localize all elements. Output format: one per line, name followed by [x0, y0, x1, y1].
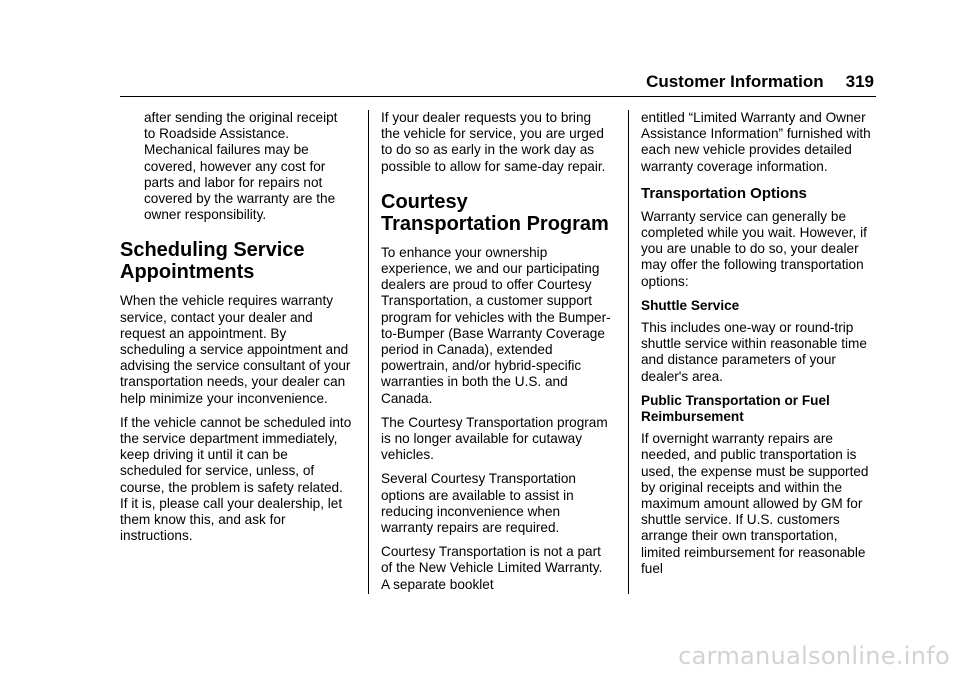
continued-paragraph: after sending the original receipt to Roadside Assistance. Mechanical failures may be covered, however any cost for parts and labor for repairs not covered by the warranty are the owner responsibility. [144, 110, 338, 223]
header-rule [120, 96, 876, 97]
subsection-heading: Transportation Options [641, 184, 807, 202]
column-2 [381, 110, 613, 601]
option-title: Shuttle Service [641, 297, 740, 313]
column-3 [641, 110, 873, 585]
section-heading: Courtesy Transportation Program [381, 190, 609, 235]
column-divider [628, 110, 629, 594]
watermark: carmanualsonline.info [678, 642, 950, 670]
paragraph: If the vehicle cannot be scheduled into the service department immediately, keep driving it until it can be scheduled for service, unless, of course, the problem is safety related. If it is, please call your dealership, let them know this, and ask for instructions. [120, 414, 352, 544]
paragraph: When the vehicle requires warranty service, contact your dealer and request an appointment. By scheduling a service appointment and advising the service consultant of your transportation needs, your dealer can help minimize your inconvenience. [120, 293, 351, 406]
page-header [646, 72, 874, 92]
option-title: Public Transportation or Fuel Reimbursement [641, 392, 830, 425]
column-1 [120, 110, 352, 552]
continued-paragraph: entitled “Limited Warranty and Owner Assistance Information” furnished with each new vehicle provides detailed warranty coverage information. [641, 110, 871, 174]
paragraph: The Courtesy Transportation program is no longer available for cutaway vehicles. [381, 414, 608, 463]
paragraph: Several Courtesy Transportation options are available to assist in reducing inconvenience when warranty repairs are required. [381, 471, 576, 536]
paragraph: If overnight warranty repairs are needed, and public transportation is used, the expense must be supported by original receipts and within the maximum amount allowed by GM for shuttle service. If U.S. customers arrange their own transportation, limited reimbursement for reasonable fuel [641, 431, 869, 576]
continued-paragraph: If your dealer requests you to bring the vehicle for service, you are urged to do so as early in the work day as possible to allow for same-day repair. [381, 110, 606, 174]
paragraph: Warranty service can generally be completed while you wait. However, if you are unable to do so, your dealer may offer the following transportation options: [641, 208, 867, 289]
paragraph: This includes one-way or round-trip shuttle service within reasonable time and distance parameters of your dealer's area. [641, 320, 867, 384]
column-divider [368, 110, 369, 594]
section-title: Customer Information [646, 72, 824, 91]
paragraph: To enhance your ownership experience, we and our participating dealers are proud to offer Courtesy Transportation, a customer support program for vehicles with the Bumper-to-Bumper (Base Warranty Coverage period in Canada), extended powertrain, and/or hybrid-specific warranties in both the U.S. and Canada. [381, 244, 611, 406]
paragraph: Courtesy Transportation is not a part of the New Vehicle Limited Warranty. A separate booklet [381, 544, 603, 592]
page-number: 319 [845, 72, 874, 91]
section-heading: Scheduling Service Appointments [120, 239, 305, 284]
